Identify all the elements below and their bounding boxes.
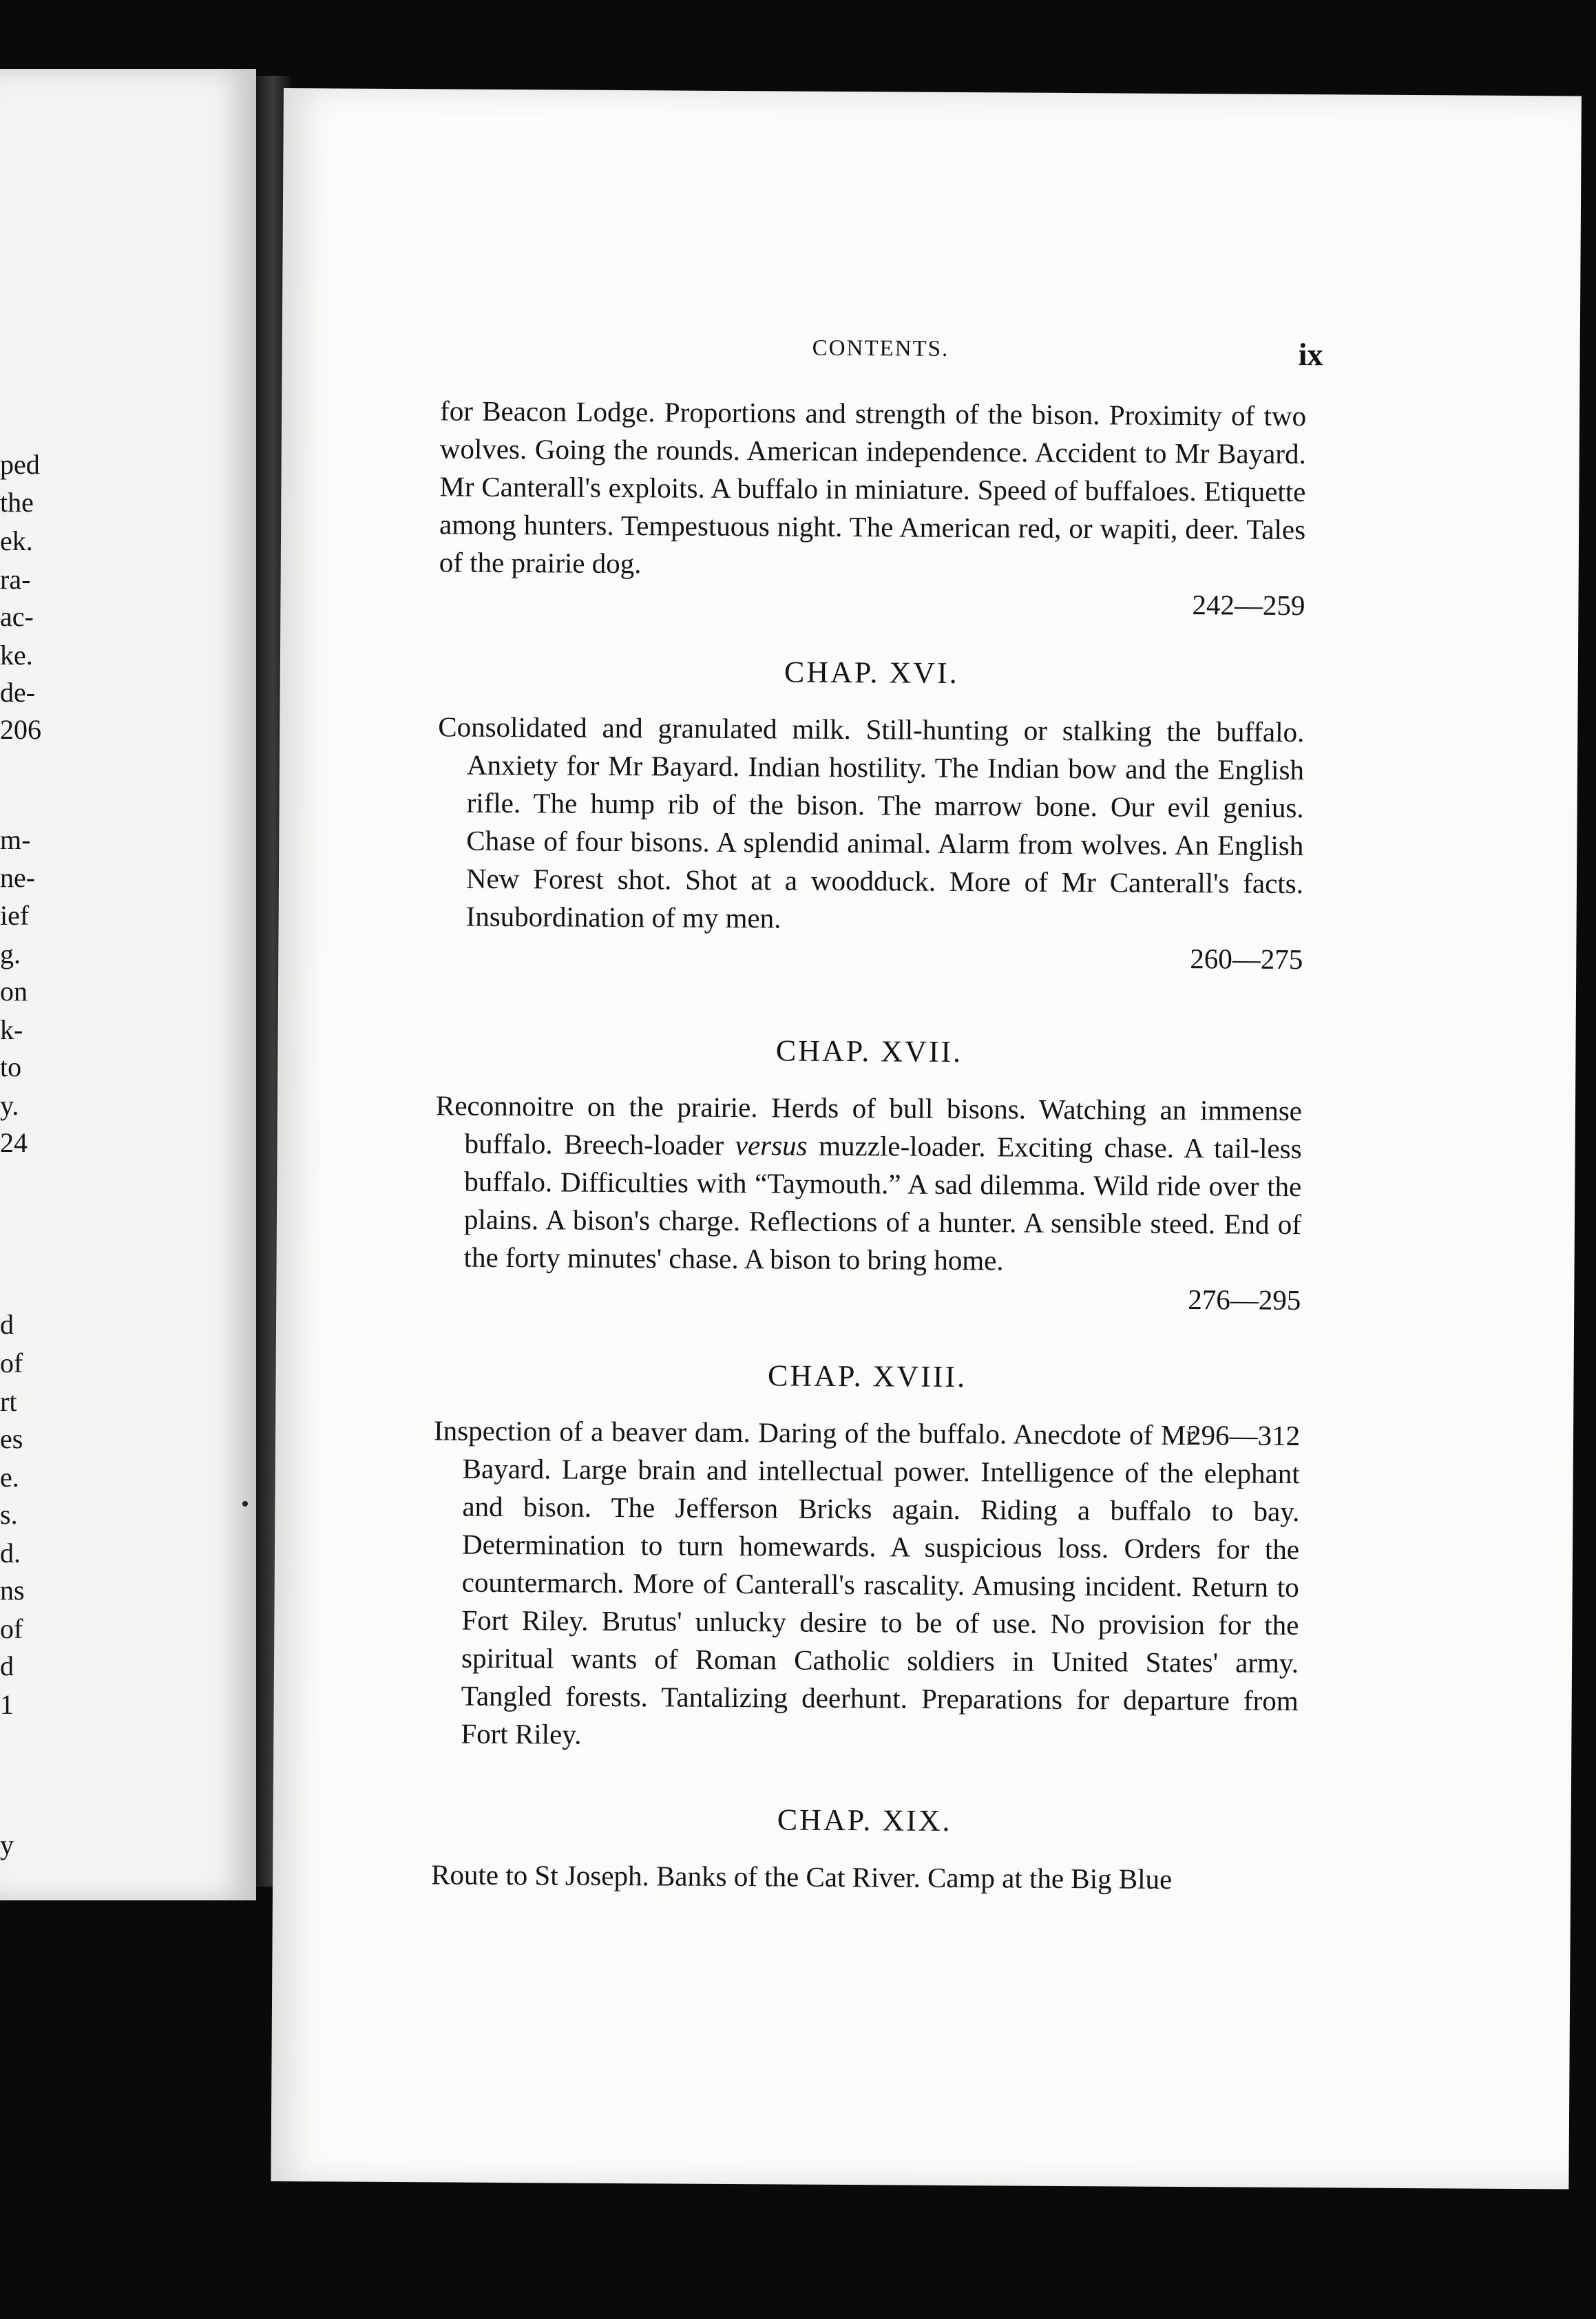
line-ending: y. bbox=[0, 1090, 19, 1121]
page-range: 276—295 bbox=[1188, 1283, 1301, 1316]
contents-entry bbox=[432, 1356, 1300, 1758]
line-ending: ped bbox=[0, 449, 40, 480]
line-ending: of bbox=[0, 1347, 23, 1378]
line-ending: e. bbox=[0, 1462, 19, 1493]
contents-entry bbox=[434, 1031, 1302, 1319]
line-ending: rt bbox=[0, 1386, 17, 1417]
line-ending: to bbox=[0, 1051, 22, 1082]
contents-entry bbox=[437, 652, 1305, 978]
chapter-heading: CHAP. XVII. bbox=[775, 1033, 963, 1069]
line-ending: 1 bbox=[0, 1689, 14, 1720]
page-range: 296—312 bbox=[1186, 1419, 1301, 1452]
emphasis: versus bbox=[735, 1129, 808, 1162]
line-ending: ek. bbox=[0, 525, 33, 556]
entry-summary: Route to St Joseph. Banks of the Cat River. Camp at the Big Blue bbox=[431, 1858, 1173, 1895]
line-ending: d bbox=[0, 1650, 14, 1681]
line-ending: g. bbox=[0, 938, 21, 969]
page-number: ix bbox=[1298, 337, 1323, 372]
chapter-heading: CHAP. XIX. bbox=[777, 1803, 952, 1838]
contents-entry bbox=[431, 1800, 1298, 1899]
line-ending: de- bbox=[0, 677, 36, 708]
line-ending: of bbox=[0, 1613, 23, 1644]
entry-summary bbox=[434, 1087, 1302, 1281]
page-range: 242—259 bbox=[1192, 589, 1305, 622]
summary-text: Reconnoitre on the prairie. Herds of bull bisons. Watching an immense buffalo. Breech-loader bbox=[435, 1089, 1303, 1162]
line-ending: ke. bbox=[0, 640, 33, 671]
page-header bbox=[282, 333, 1579, 382]
line-ending: the bbox=[0, 487, 34, 518]
line-ending: ra- bbox=[0, 564, 31, 595]
line-ending: on bbox=[0, 976, 28, 1007]
line-ending: m- bbox=[0, 824, 31, 855]
entry-summary: Consolidated and granulated milk. Still-hunting or stalking the buffalo. Anxiety for Mr Bayard. Indian hostility. The Indian bow and the English rifle. The hump rib of the bison. The marrow bone. Our evil genius. Chase of four bisons. A splendid animal. Alarm from wolves. An English New Forest shot. Shot at a woodduck. More of Mr Canterall's facts. Insubordination of my men. bbox=[438, 711, 1305, 934]
summary-text: muzzle-loader. Exciting chase. A tail-less buffalo. Difficulties with “Taymouth.” A sad dilemma. Wild ride over the plains. A bison's charge. Reflections of a hunter. A sensible steed. End of the forty minutes' chase. A bison to bring home. bbox=[463, 1129, 1302, 1277]
summary-text: Inspection of a beaver dam. Daring of the buffalo. Anecdote of Mr Bayard. Large brain and intellectual power. Intelligence of the elephant and bison. The Jefferson Bricks again. Riding a buffalo to bay. Determination to turn homewards. A suspicious loss. Orders for the countermarch. More of Canterall's rascality. Amusing incident. Return to Fort Riley. Brutus' unlucky desire to be of use. No provision for the spiritual wants of Roman Catholic soldiers in United States' army. Tangled forests. Tantalizing deerhunt. Preparations for departure from Fort Riley. bbox=[433, 1414, 1300, 1750]
contents-entry bbox=[439, 392, 1306, 625]
left-page bbox=[0, 69, 256, 1900]
line-ending: d. bbox=[0, 1538, 21, 1568]
line-ending: y bbox=[0, 1829, 14, 1860]
page-range: 260—275 bbox=[1190, 943, 1303, 976]
entry-summary: for Beacon Lodge. Proportions and strength of the bison. Proximity of two wolves. Going the rounds. American independence. Accident to Mr Bayard. Mr Canterall's exploits. A buffalo in miniature. Speed of buffaloes. Etiquette among hunters. Tempestuous night. The American red, or wapiti, deer. Tales of the prairie dog. bbox=[439, 395, 1307, 580]
line-ending: 24 bbox=[0, 1127, 28, 1158]
line-ending: 206 bbox=[0, 714, 41, 745]
entry-summary bbox=[432, 1412, 1300, 1758]
line-ending: ief bbox=[0, 900, 30, 931]
line-ending: ac- bbox=[0, 601, 34, 632]
line-ending: k- bbox=[0, 1014, 23, 1045]
line-ending: s. bbox=[0, 1499, 18, 1530]
line-ending: es bbox=[0, 1423, 23, 1454]
chapter-heading: CHAP. XVIII. bbox=[767, 1358, 967, 1394]
binding-hole bbox=[242, 1501, 248, 1507]
line-ending: d bbox=[0, 1309, 14, 1340]
running-head: CONTENTS. bbox=[812, 335, 949, 361]
line-ending: ns bbox=[0, 1575, 25, 1606]
right-page bbox=[271, 88, 1582, 2189]
chapter-heading: CHAP. XVI. bbox=[784, 655, 959, 691]
line-ending: ne- bbox=[0, 862, 36, 893]
